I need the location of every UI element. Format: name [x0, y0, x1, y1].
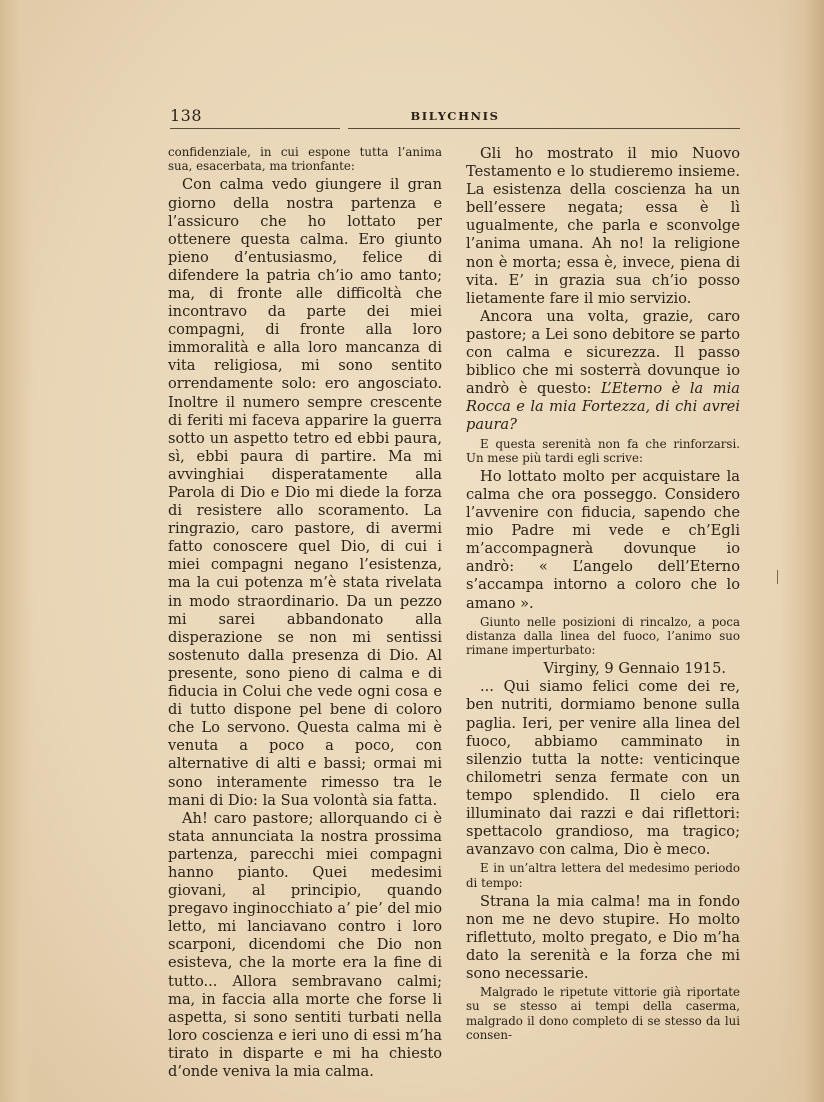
letter-dateline: Virginy, 9 Gennaio 1915. [543, 660, 726, 678]
page-edge-right [780, 0, 824, 1102]
letter-paragraph: Ah! caro pastore; allorquando ci è stata annunciata la nostra prossima partenza, parecchi miei compagni hanno pianto. Quei medesimi giovani, al principio, quando pregavo inginocchiato a’ pie’ del mio letto, mi lanciavano contro i loro scarponi, dicendomi che Dio non esisteva, che la morte era la fine di tutto... Allora sembravano calmi; ma, in faccia alla morte che forse li aspetta, si sono sentiti turbati nella loro coscienza e ieri uno di essi m’ha tirato in disparte e mi ha chiesto d’onde veniva la mia calma. [168, 809, 442, 1080]
editorial-note: E in un’altra lettera del medesimo periodo di tempo: [466, 861, 740, 890]
left-column [168, 145, 442, 1081]
letter-paragraph: Ho lottato molto per acquistare la calma che ora posseggo. Considero l’avvenire con fiducia, sapendo che mio Padre mi vede e ch’Egli m’accompagnerà dovunque io andrò: « L’angelo dell’Eterno s’accampa intorno a coloro che lo amano ». [466, 467, 740, 612]
editorial-note: E questa serenità non fa che rinforzarsi. Un mese più tardi egli scrive: [466, 436, 740, 465]
right-column [466, 145, 740, 1045]
running-title: BILYCHNIS [410, 109, 500, 123]
letter-text: Ancora una volta, grazie, caro pastore; a Lei sono debitore se parto con calma e sicurezza. Il passo biblico che mi sosterrà dovunque io andrò è questo: [466, 307, 740, 398]
letter-paragraph: Gli ho mostrato il mio Nuovo Testamento e lo studieremo insieme. La esistenza della coscienza ha un bell’essere negata; essa è lì ugualmente, che parla e sconvolge l’anima umana. Ah no! la religione non è morta; essa è, invece, piena di vita. E’ in grazia sua ch’io posso lietamente fare il mio servizio. [466, 145, 740, 307]
editorial-note: Malgrado le ripetute vittorie già riportate su se stesso ai tempi della caserma, malgrado il dono completo di se stesso da lui consen- [466, 985, 740, 1042]
letter-paragraph: Strana la mia calma! ma in fondo non me ne devo stupire. Ho molto riflettuto, molto pregato, e Dio m’ha dato la serenità e la forza che mi sono necessarie. [466, 892, 740, 983]
intro-note: confidenziale, in cui espone tutta l’anima sua, esacerbata, ma trionfante: [168, 145, 442, 174]
letter-paragraph: Con calma vedo giungere il gran giorno della nostra partenza e l’assicuro che ho lottato per ottenere questa calma. Ero giunto pieno d’entusiasmo, felice di difendere la patria ch’io amo tanto; ma, di fronte alle difficoltà che incontravo da parte dei miei compagni, di fronte alla loro immoralità e alla loro mancanza di vita religiosa, mi sono sentito orrendamente solo: ero angosciato. Inoltre il numero sempre crescente di feriti mi faceva apparire la guerra sotto un aspetto tetro ed ebbi paura, sì, ebbi paura di partire. Ma mi avvinghiai disperatamente alla Parola di Dio e Dio mi diede la forza di resistere allo scoramento. La ringrazio, caro pastore, di avermi fatto conoscere quel Dio, di cui i miei compagni negano l’esistenza, ma la cui potenza m’è stata rivelata in modo straordinario. Da un pezzo mi sarei abbandonato alla disperazione se non mi sentissi sostenuto dalla presenza di Dio. Al presente, sono pieno di calma e di fiducia in Colui che vede ogni cosa e di tutto dispone pel bene di coloro che Lo servono. Questa calma mi è venuta a poco a poco, con alternative di alti e bassi; ormai mi sono interamente rimesso tra le mani di Dio: la Sua volontà sia fatta. [168, 176, 442, 809]
bible-quote: L’Eterno è la mia Rocca e la mia Fortezza, di chi avrei paura? [466, 380, 740, 434]
editorial-note: Giunto nelle posizioni di rincalzo, a poca distanza dalla linea del fuoco, l’animo suo rimane imperturbato: [466, 614, 740, 658]
letter-paragraph [466, 308, 740, 435]
header-rule-right [348, 128, 740, 129]
letter-paragraph: ... Qui siamo felici come dei re, ben nutriti, dormiamo benone sulla paglia. Ieri, per venire alla linea del fuoco, abbiamo camminato in silenzio tutta la notte: venticinque chilometri senza fermate con un tempo splendido. Il cielo era illuminato dai razzi e dai riflettori: spettacolo grandioso, ma tragico; avanzavo con calma, Dio è meco. [466, 678, 740, 859]
header-rule-left [170, 128, 340, 129]
page-number: 138 [170, 106, 203, 125]
running-header [170, 106, 740, 128]
margin-mark [777, 570, 778, 584]
page-edge-left [0, 0, 34, 1102]
